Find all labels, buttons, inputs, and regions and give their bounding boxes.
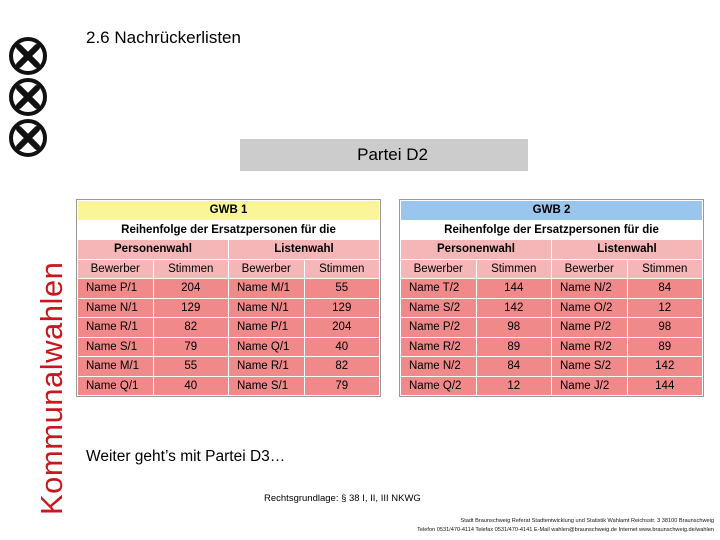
- column-header: Stimmen: [304, 259, 380, 279]
- cell: Name N/2: [552, 279, 628, 299]
- cell: Name M/1: [78, 357, 154, 377]
- cell: Name S/2: [552, 357, 628, 377]
- cell: 89: [476, 337, 552, 357]
- cell: Name Q/1: [229, 337, 305, 357]
- cell: 142: [476, 298, 552, 318]
- cell: Name N/2: [401, 357, 477, 377]
- table-subtitle: Reihenfolge der Ersatzpersonen für die: [401, 220, 703, 240]
- cell: Name J/2: [552, 376, 628, 396]
- cell: 204: [304, 318, 380, 338]
- brand-strip: [0, 0, 69, 540]
- cell: Name T/2: [401, 279, 477, 299]
- gwb-2-table: [399, 199, 704, 397]
- x-mark-icon: [8, 36, 48, 76]
- table-row: [401, 298, 703, 318]
- gwb-1-table: [76, 199, 381, 397]
- table-title: GWB 1: [78, 201, 380, 221]
- cell: 79: [153, 337, 229, 357]
- cell: 12: [476, 376, 552, 396]
- table-row: [78, 376, 380, 396]
- table-row: [78, 337, 380, 357]
- cell: Name R/2: [401, 337, 477, 357]
- cell: Name R/1: [229, 357, 305, 377]
- x-mark-icon: [8, 118, 48, 158]
- column-header: Stimmen: [153, 259, 229, 279]
- table-title: GWB 2: [401, 201, 703, 221]
- cell: 79: [304, 376, 380, 396]
- table-row: [78, 357, 380, 377]
- table-subtitle: Reihenfolge der Ersatzpersonen für die: [78, 220, 380, 240]
- cell: 129: [304, 298, 380, 318]
- cell: 55: [153, 357, 229, 377]
- cell: Name N/1: [78, 298, 154, 318]
- column-header: Bewerber: [401, 259, 477, 279]
- page-title: 2.6 Nachrückerlisten: [86, 28, 241, 47]
- table-row: [78, 298, 380, 318]
- cell: 98: [476, 318, 552, 338]
- cell: 204: [153, 279, 229, 299]
- next-party-note: Weiter geht’s mit Partei D3…: [86, 448, 286, 465]
- cell: Name S/1: [78, 337, 154, 357]
- cell: 82: [304, 357, 380, 377]
- cell: Name R/2: [552, 337, 628, 357]
- footer-address: Stadt Braunschweig Referat Stadtentwicklung und Statistik Wahlamt Reichsstr. 3 38100 Braunschweig: [460, 518, 714, 524]
- group-header-personenwahl: Personenwahl: [401, 240, 552, 260]
- x-mark-icon: [8, 77, 48, 117]
- cell: Name M/1: [229, 279, 305, 299]
- cell: 40: [304, 337, 380, 357]
- cell: Name S/2: [401, 298, 477, 318]
- cell: Name Q/1: [78, 376, 154, 396]
- column-header: Bewerber: [552, 259, 628, 279]
- column-header: Stimmen: [627, 259, 703, 279]
- cell: Name P/1: [78, 279, 154, 299]
- cell: Name P/2: [552, 318, 628, 338]
- cell: 40: [153, 376, 229, 396]
- cell: Name P/2: [401, 318, 477, 338]
- cell: 89: [627, 337, 703, 357]
- table-row: [78, 279, 380, 299]
- cell: 55: [304, 279, 380, 299]
- column-header: Bewerber: [78, 259, 154, 279]
- table-row: [401, 318, 703, 338]
- cell: 129: [153, 298, 229, 318]
- party-banner: Partei D2: [240, 139, 528, 171]
- group-header-personenwahl: Personenwahl: [78, 240, 229, 260]
- column-header: Bewerber: [229, 259, 305, 279]
- cell: 84: [476, 357, 552, 377]
- table-row: [401, 357, 703, 377]
- brand-wordmark: Kommunalwahlen: [34, 261, 69, 515]
- legal-basis: Rechtsgrundlage: § 38 I, II, III NKWG: [264, 493, 421, 504]
- column-header: Stimmen: [476, 259, 552, 279]
- cell: Name N/1: [229, 298, 305, 318]
- cell: 84: [627, 279, 703, 299]
- cell: Name P/1: [229, 318, 305, 338]
- cell: Name R/1: [78, 318, 154, 338]
- cell: Name O/2: [552, 298, 628, 318]
- table-row: [401, 337, 703, 357]
- cell: Name Q/2: [401, 376, 477, 396]
- cell: Name S/1: [229, 376, 305, 396]
- cell: 144: [476, 279, 552, 299]
- table-row: [401, 376, 703, 396]
- cell: 12: [627, 298, 703, 318]
- table-row: [78, 318, 380, 338]
- cell: 142: [627, 357, 703, 377]
- cell: 82: [153, 318, 229, 338]
- group-header-listenwahl: Listenwahl: [229, 240, 380, 260]
- group-header-listenwahl: Listenwahl: [552, 240, 703, 260]
- cell: 144: [627, 376, 703, 396]
- footer-contact: Telefon 0531/470-4114 Telefax 0531/470-4141 E-Mail wahlen@braunschweig.de Internet www.braunschweig.de/wahlen: [417, 527, 714, 533]
- cell: 98: [627, 318, 703, 338]
- table-row: [401, 279, 703, 299]
